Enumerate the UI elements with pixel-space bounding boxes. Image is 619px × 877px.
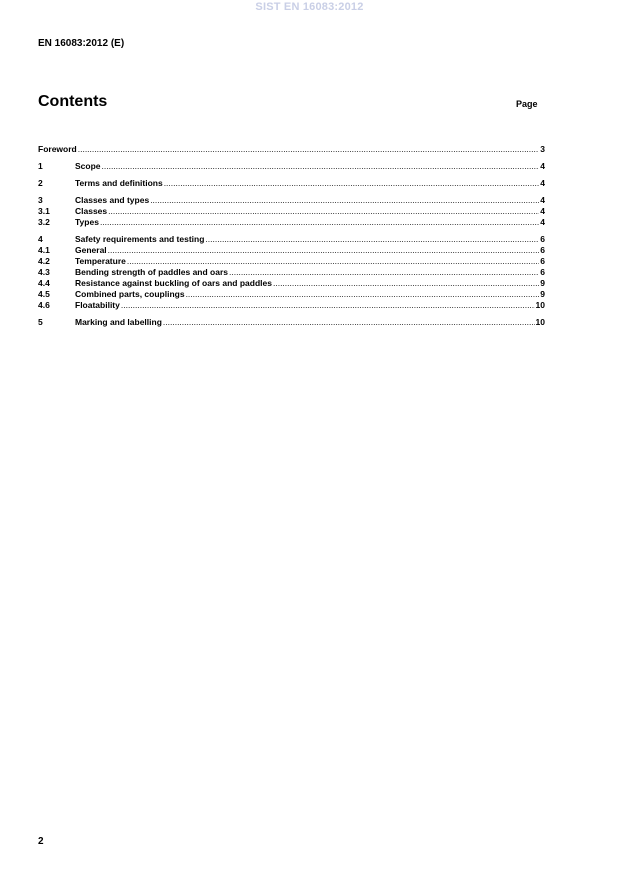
toc-dot-leader: [229, 267, 539, 278]
page-column-label: Page: [516, 99, 538, 109]
toc-entry-number: 1: [38, 161, 43, 171]
toc-entry-title: Temperature: [75, 256, 126, 266]
toc-entry-number: 4.1: [38, 245, 50, 255]
toc-dot-leader: [100, 217, 539, 228]
toc-entry-title: Classes and types: [75, 195, 150, 205]
toc-entry-page: 4: [540, 195, 545, 205]
toc-entry[interactable]: [38, 245, 545, 256]
page-number: 2: [38, 836, 44, 847]
toc-entry-title: Combined parts, couplings: [75, 289, 185, 299]
toc-dot-leader: [102, 161, 540, 172]
toc-entry-title: Bending strength of paddles and oars: [75, 267, 229, 277]
contents-title: Contents: [38, 93, 108, 110]
toc-entry-page: 6: [540, 256, 545, 266]
watermark: SIST EN 16083:2012: [255, 1, 364, 13]
toc-entry-page: 3: [540, 144, 545, 154]
toc-entry-number: 4.2: [38, 256, 50, 266]
toc-entry-title: Resistance against buckling of oars and paddles: [75, 278, 272, 288]
toc-entry-number: 2: [38, 178, 43, 188]
toc-dot-leader: [78, 144, 540, 155]
document-id: EN 16083:2012 (E): [38, 38, 125, 49]
toc-dot-leader: [108, 245, 540, 256]
toc-entry-number: 4.5: [38, 289, 50, 299]
toc-entry-page: 4: [540, 161, 545, 171]
toc-dot-leader: [127, 256, 539, 267]
toc-entry-page: 6: [540, 267, 545, 277]
toc-dot-leader: [163, 317, 535, 328]
toc-entry-title: Floatability: [75, 300, 120, 310]
toc-entry[interactable]: [38, 267, 545, 278]
toc-entry-number: 5: [38, 317, 43, 327]
toc-entry[interactable]: [38, 206, 545, 217]
toc-entry[interactable]: [38, 289, 545, 300]
toc-entry[interactable]: [38, 278, 545, 289]
toc-dot-leader: [150, 195, 539, 206]
toc-entry[interactable]: [38, 195, 545, 206]
toc-entry-number: 4.3: [38, 267, 50, 277]
toc-entry-page: 10: [535, 300, 545, 310]
toc-entry-title: Foreword: [38, 144, 77, 154]
toc-entry-title: Types: [75, 217, 99, 227]
toc-entry-number: 3.1: [38, 206, 50, 216]
toc-entry[interactable]: [38, 234, 545, 245]
toc-entry[interactable]: [38, 217, 545, 228]
toc-dot-leader: [108, 206, 539, 217]
toc-entry-title: Classes: [75, 206, 108, 216]
toc-entry-number: 3: [38, 195, 43, 205]
toc-dot-leader: [164, 178, 540, 189]
toc-entry-page: 9: [540, 289, 545, 299]
toc-entry-title: General: [75, 245, 107, 255]
toc-dot-leader: [121, 300, 535, 311]
table-of-contents: [38, 144, 545, 328]
toc-entry-page: 4: [540, 206, 545, 216]
toc-entry-number: 4: [38, 234, 43, 244]
toc-entry-number: 4.6: [38, 300, 50, 310]
toc-entry-title: Marking and labelling: [75, 317, 162, 327]
toc-entry-page: 6: [540, 245, 545, 255]
toc-entry-page: 9: [540, 278, 545, 288]
toc-entry-number: 3.2: [38, 217, 50, 227]
toc-entry-title: Safety requirements and testing: [75, 234, 205, 244]
toc-entry-page: 4: [540, 217, 545, 227]
toc-entry[interactable]: [38, 178, 545, 189]
toc-dot-leader: [186, 289, 540, 300]
toc-entry-number: 4.4: [38, 278, 50, 288]
toc-entry[interactable]: [38, 317, 545, 328]
toc-entry[interactable]: [38, 161, 545, 172]
toc-entry-title: Terms and definitions: [75, 178, 163, 188]
toc-entry-page: 6: [540, 234, 545, 244]
toc-entry[interactable]: [38, 144, 545, 155]
toc-dot-leader: [205, 234, 539, 245]
toc-dot-leader: [273, 278, 539, 289]
toc-entry-title: Scope: [75, 161, 101, 171]
toc-entry[interactable]: [38, 300, 545, 311]
toc-entry-page: 4: [540, 178, 545, 188]
toc-entry-page: 10: [535, 317, 545, 327]
toc-entry[interactable]: [38, 256, 545, 267]
